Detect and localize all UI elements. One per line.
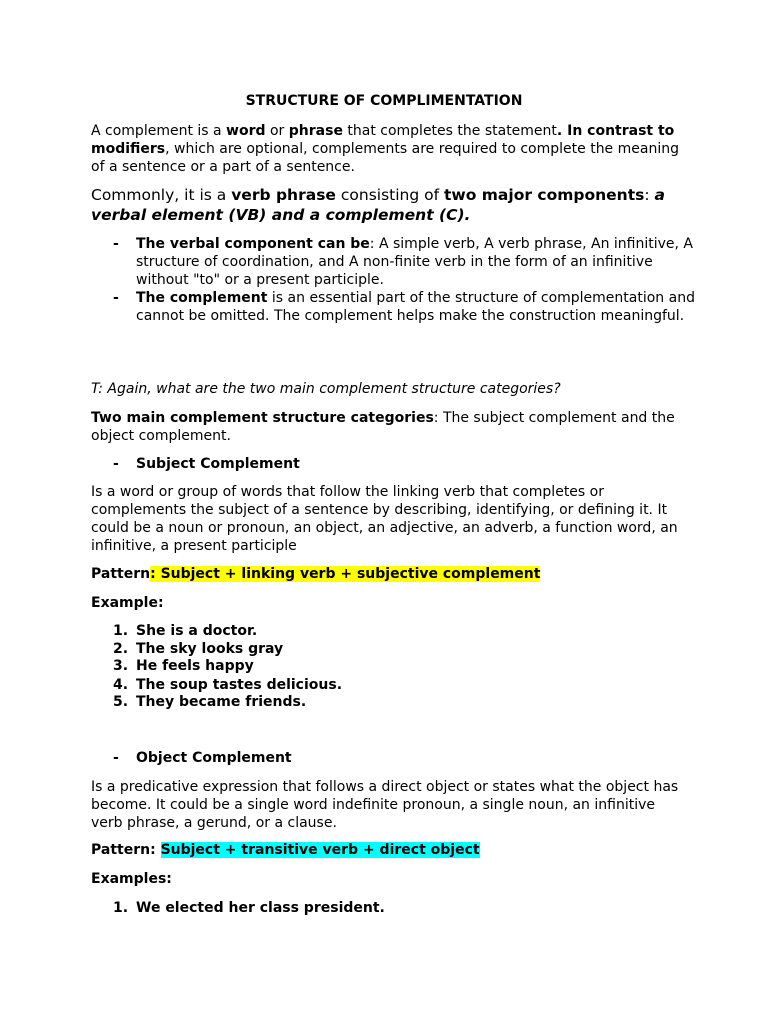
list-item-text: He feels happy: [136, 658, 254, 674]
commonly-text-1: Commonly, it is a: [91, 186, 232, 204]
object-complement-heading: [113, 749, 706, 767]
example-label-text: Examples:: [91, 871, 172, 887]
list-number: 3.: [113, 658, 129, 674]
list-item-text: She is a doctor.: [136, 623, 258, 639]
list-item-text: We elected her class president.: [136, 900, 385, 916]
bullet-marker: -: [113, 750, 119, 766]
subject-complement-heading: [113, 455, 706, 473]
commonly-text-3: :: [644, 186, 655, 204]
bullet-marker: -: [113, 290, 119, 306]
categories-bold: Two main complement structure categories: [91, 410, 434, 426]
object-pattern-highlight: Subject + transitive verb + direct object: [160, 842, 480, 858]
list-item-text: They became friends.: [136, 694, 307, 710]
list-number: 1.: [113, 900, 129, 916]
object-heading-text: Object Complement: [136, 750, 292, 766]
subject-example-1: [113, 622, 696, 640]
subject-pattern-highlight: : Subject + linking verb + subjective complement: [150, 566, 541, 582]
intro-bold-modifiers: . In contrast to modifiers: [91, 123, 675, 157]
commonly-bold-italic: a verbal element (VB) and a complement (C).: [91, 186, 665, 224]
object-pattern: [91, 841, 681, 859]
bullet-text: is an essential part of the structure of complementation and cannot be omitted. The complement helps make the construction meaningful.: [136, 290, 695, 324]
list-number: 4.: [113, 677, 129, 693]
pattern-label: Pattern:: [91, 842, 161, 858]
bullet-bold: The verbal component can be: [136, 236, 370, 252]
intro-paragraph: [91, 122, 681, 176]
bullet-text: : A simple verb, A verb phrase, An infinitive, A structure of coordination, and A non-finite verb in the form of an infinitive without "to" or a present participle.: [136, 236, 694, 288]
object-description: Is a predicative expression that follows a direct object or states what the object has become. It could be a single word indefinite pronoun, a single noun, an infinitive verb phrase, a gerund, or a clause.: [91, 779, 679, 831]
intro-text-4: , which are optional, complements are required to complete the meaning of a sentence or a part of a sentence.: [91, 141, 679, 175]
subject-example-label: [91, 594, 681, 612]
commonly-paragraph: [91, 185, 681, 225]
subject-example-5: [113, 693, 696, 711]
object-example-1: [113, 899, 696, 917]
bullet-marker: -: [113, 456, 119, 472]
list-item-text: The sky looks gray: [136, 641, 284, 657]
commonly-text-2: consisting of: [335, 186, 444, 204]
subject-example-2: [113, 640, 696, 658]
intro-bold-phrase: phrase: [288, 123, 343, 139]
list-item-text: The soup tastes delicious.: [136, 677, 343, 693]
object-example-label: [91, 870, 681, 888]
list-number: 1.: [113, 623, 129, 639]
teacher-question: T: Again, what are the two main complement structure categories?: [91, 381, 561, 397]
categories-text: : The subject complement and the object complement.: [91, 410, 675, 444]
bullet-verbal-component: [113, 235, 706, 289]
bullet-bold: The complement: [136, 290, 268, 306]
subject-pattern: [91, 565, 681, 583]
bullet-marker: -: [113, 236, 119, 252]
list-number: 2.: [113, 641, 129, 657]
commonly-bold-components: two major components: [444, 186, 645, 204]
subject-example-3: [113, 657, 696, 675]
subject-description: Is a word or group of words that follow the linking verb that completes or complements the subject of a sentence by describing, identifying, or defining it. It could be a noun or pronoun, an object, an adjective, an adverb, a function word, an infinitive, a present participle: [91, 484, 678, 554]
intro-text-1: A complement is a: [91, 123, 227, 139]
list-number: 5.: [113, 694, 129, 710]
example-label-text: Example:: [91, 595, 164, 611]
pattern-label: Pattern: [91, 566, 151, 582]
bullet-complement: [113, 289, 706, 325]
categories-paragraph: [91, 409, 681, 445]
subject-example-4: [113, 676, 696, 694]
subject-heading-text: Subject Complement: [136, 456, 300, 472]
intro-text-3: that completes the statement: [342, 123, 557, 139]
intro-bold-word: word: [226, 123, 266, 139]
commonly-bold-verb-phrase: verb phrase: [231, 186, 336, 204]
intro-text-2: or: [265, 123, 289, 139]
document-title: STRUCTURE OF COMPLIMENTATION: [245, 93, 523, 109]
